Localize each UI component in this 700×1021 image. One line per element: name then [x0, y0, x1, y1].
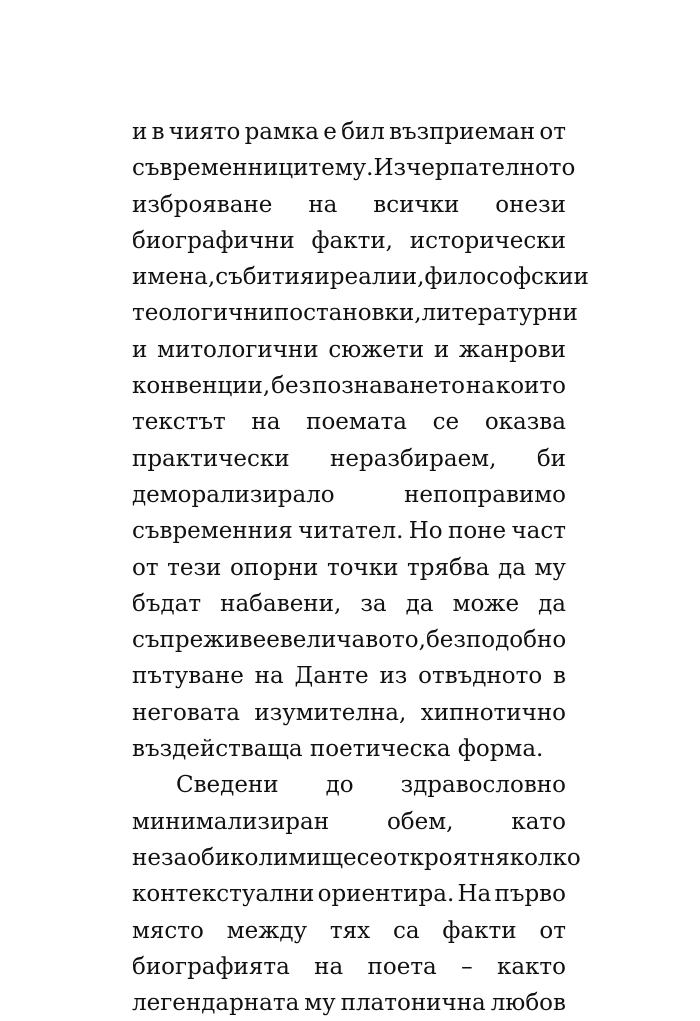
- word: здравословно: [400, 772, 566, 799]
- word: част: [511, 518, 566, 545]
- word: до: [325, 772, 354, 799]
- text-line: [132, 441, 566, 477]
- word: може: [452, 590, 520, 617]
- word: и: [314, 264, 330, 291]
- word: от: [539, 917, 566, 944]
- word: неразбираем,: [330, 445, 497, 472]
- word: и: [573, 264, 589, 291]
- word: легендарната: [132, 990, 300, 1017]
- word: на: [314, 953, 344, 980]
- word: величавото,: [279, 627, 426, 654]
- text-line: [132, 695, 566, 731]
- word: съвременниците: [132, 155, 335, 182]
- text-line: [132, 513, 566, 549]
- word: от: [132, 554, 159, 581]
- word: митологични: [157, 336, 319, 363]
- word: между: [226, 917, 308, 944]
- word: ориентира.: [317, 881, 455, 908]
- word: да: [538, 590, 566, 617]
- word: съпреживее: [132, 627, 280, 654]
- word: поетическа: [309, 736, 451, 763]
- word: оказва: [484, 409, 566, 436]
- word: трябва: [407, 554, 490, 581]
- word: изумителна,: [254, 699, 407, 726]
- word: читател.: [298, 518, 404, 545]
- word: безподобно: [425, 627, 567, 654]
- text-line: [132, 985, 566, 1021]
- word: На: [457, 881, 492, 908]
- text-line: [132, 622, 566, 658]
- word: форма.: [457, 736, 544, 763]
- text-line: [132, 187, 566, 223]
- word: отвъдното: [418, 663, 543, 690]
- text-line: [132, 332, 566, 368]
- word: хипнотично: [420, 699, 566, 726]
- word: биографични: [132, 227, 295, 254]
- word: въздействаща: [132, 736, 303, 763]
- word: на: [465, 373, 495, 400]
- word: поемата: [306, 409, 407, 436]
- word: обем,: [386, 808, 454, 835]
- word: като: [511, 808, 566, 835]
- text-line: [132, 550, 566, 586]
- body-text: [132, 114, 589, 1021]
- word: и: [433, 336, 450, 363]
- word: –: [461, 953, 473, 980]
- word: пътуване: [132, 663, 244, 690]
- word: биографията: [132, 953, 290, 980]
- word: из: [379, 663, 408, 690]
- word: онези: [495, 191, 566, 218]
- word: първо: [494, 881, 566, 908]
- word: практически: [132, 445, 290, 472]
- word: както: [496, 953, 566, 980]
- word: Сведени: [176, 772, 279, 799]
- word: познаването: [312, 373, 465, 400]
- word: му.: [334, 155, 374, 182]
- text-line: [132, 114, 566, 150]
- word: факти: [442, 917, 517, 944]
- word: факти,: [311, 227, 393, 254]
- text-line: [132, 404, 566, 440]
- word: исторически: [409, 227, 566, 254]
- word: от: [539, 119, 566, 145]
- text-line: [132, 913, 566, 949]
- word: философски: [424, 264, 574, 291]
- text-line: [132, 150, 576, 186]
- word: литературни: [421, 300, 578, 327]
- word: няколко: [479, 844, 581, 871]
- word: набавени,: [220, 590, 342, 617]
- word: минимализиран: [132, 808, 330, 835]
- word: неговата: [132, 699, 240, 726]
- text-line: [132, 223, 566, 259]
- word: всички: [373, 191, 460, 218]
- word: деморализирало: [132, 481, 335, 508]
- word: бъдат: [132, 590, 202, 617]
- word: за: [360, 590, 387, 617]
- word: конвенции,: [132, 373, 271, 400]
- word: сюжети: [328, 336, 425, 363]
- word: в: [151, 119, 165, 145]
- word: възприеман: [389, 119, 536, 145]
- word: реалии,: [329, 264, 425, 291]
- word: чиято: [168, 119, 241, 145]
- word: събития: [215, 264, 315, 291]
- word: ще: [321, 844, 357, 871]
- word: които: [495, 373, 566, 400]
- word: място: [132, 917, 204, 944]
- word: опорни: [229, 554, 319, 581]
- word: рамка: [244, 119, 319, 145]
- word: на: [308, 191, 338, 218]
- word: съвременния: [132, 518, 293, 545]
- word: се: [432, 409, 460, 436]
- word: откроят: [383, 844, 480, 871]
- word: се: [356, 844, 384, 871]
- word: любов: [490, 990, 566, 1017]
- text-line: [132, 804, 566, 840]
- word: и: [132, 119, 148, 145]
- word: поне: [447, 518, 507, 545]
- word: незаобиколими: [132, 844, 322, 871]
- word: е: [323, 119, 337, 145]
- word: теологични: [132, 300, 274, 327]
- word: без: [271, 373, 312, 400]
- text-line: [132, 586, 566, 622]
- text-line: [132, 731, 566, 767]
- word: му: [534, 554, 566, 581]
- word: на: [254, 663, 284, 690]
- word: изброяване: [132, 191, 273, 218]
- text-line: [132, 368, 566, 404]
- word: Но: [408, 518, 443, 545]
- word: са: [392, 917, 420, 944]
- text-line: [132, 658, 566, 694]
- text-line: [132, 477, 566, 513]
- word: на: [251, 409, 281, 436]
- text-line: [132, 767, 566, 803]
- word: тези: [167, 554, 222, 581]
- word: текстът: [132, 409, 226, 436]
- text-line: [132, 949, 566, 985]
- word: точки: [326, 554, 399, 581]
- word: платонична: [340, 990, 486, 1017]
- word: жанрови: [458, 336, 566, 363]
- word: би: [536, 445, 566, 472]
- word: поета: [367, 953, 437, 980]
- word: в: [553, 663, 566, 690]
- word: и: [132, 336, 148, 363]
- text-line: [132, 295, 578, 331]
- word: постановки,: [273, 300, 422, 327]
- word: непоправимо: [404, 481, 566, 508]
- word: Данте: [294, 663, 369, 690]
- word: му: [304, 990, 336, 1017]
- word: Изчерпателното: [373, 155, 576, 182]
- word: тях: [329, 917, 371, 944]
- word: да: [405, 590, 434, 617]
- text-line: [132, 840, 581, 876]
- word: контекстуални: [132, 881, 315, 908]
- text-line: [132, 876, 566, 912]
- word: да: [498, 554, 526, 581]
- word: имена,: [132, 264, 216, 291]
- word: бил: [341, 119, 385, 145]
- text-line: [132, 259, 589, 295]
